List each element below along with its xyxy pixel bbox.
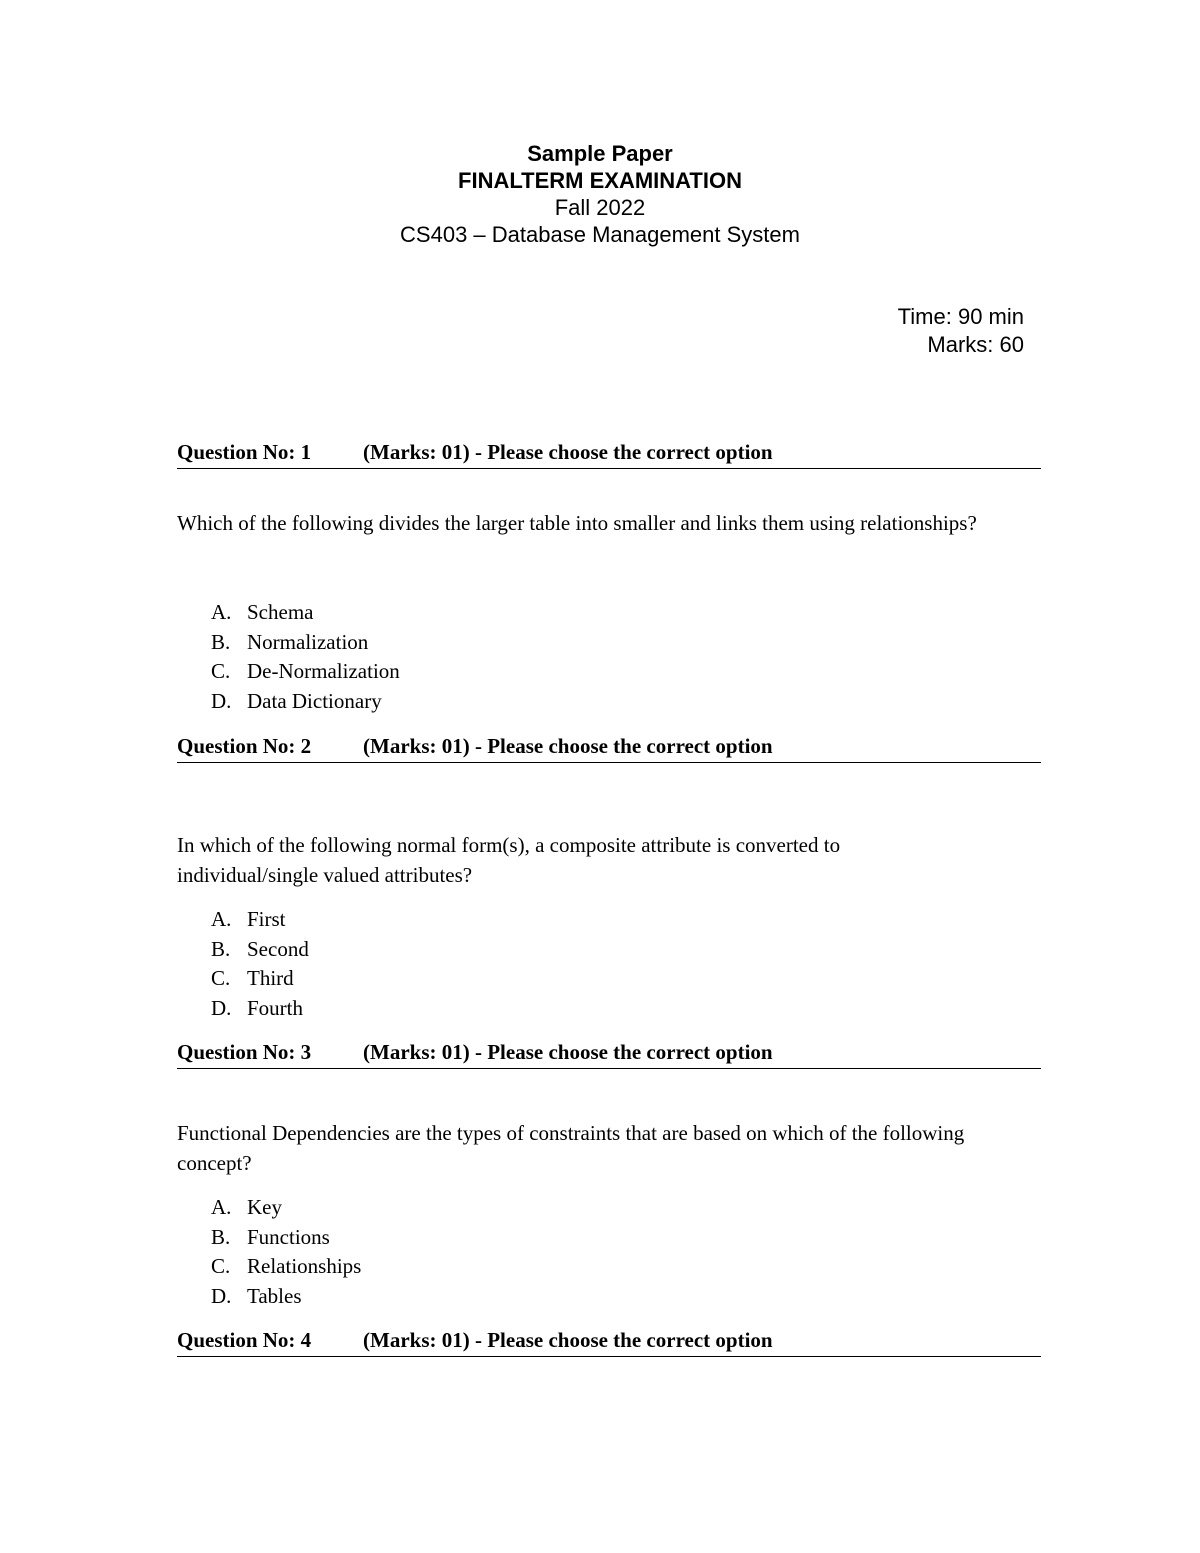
option-text: Schema <box>247 600 314 624</box>
option-item <box>211 1282 361 1312</box>
option-text: Key <box>247 1195 282 1219</box>
option-text: First <box>247 907 286 931</box>
exam-meta <box>898 303 1024 359</box>
question-1-text: Which of the following divides the larger table into smaller and links them using relationships? <box>177 511 977 535</box>
question-number: Question No: 3 <box>177 1040 312 1064</box>
option-item <box>211 994 309 1024</box>
course-title: CS403 – Database Management System <box>400 222 800 247</box>
exam-time: Time: 90 min <box>897 304 1024 329</box>
option-text: Data Dictionary <box>247 688 382 713</box>
option-text: Relationships <box>247 1254 362 1278</box>
option-item <box>211 935 309 965</box>
option-item <box>211 687 400 717</box>
option-item <box>211 964 309 994</box>
option-item <box>211 1193 361 1223</box>
option-text: Normalization <box>247 629 369 654</box>
question-number: Question No: 1 <box>177 440 312 464</box>
option-letter: A. <box>211 907 232 931</box>
option-letter: D. <box>211 995 232 1020</box>
paper-title: Sample Paper <box>527 141 673 166</box>
option-text: Functions <box>247 1224 330 1249</box>
question-2-options <box>211 905 309 1023</box>
question-marks: (Marks: 01) - Please choose the correct option <box>363 1328 773 1352</box>
option-item <box>211 628 400 658</box>
option-text: Third <box>247 966 294 990</box>
question-1-heading <box>177 440 1041 469</box>
question-marks: (Marks: 01) - Please choose the correct option <box>363 440 773 464</box>
option-text: Fourth <box>247 995 304 1020</box>
exam-title: FINALTERM EXAMINATION <box>458 168 742 193</box>
option-item <box>211 657 400 687</box>
option-text: De-Normalization <box>247 659 400 683</box>
question-3-text: Functional Dependencies are the types of constraints that are based on which of the following concept? <box>177 1121 965 1175</box>
exam-header <box>0 140 1200 248</box>
question-1-options <box>211 598 400 716</box>
option-letter: A. <box>211 600 232 624</box>
option-letter: C. <box>211 1254 231 1278</box>
option-text: Tables <box>247 1283 302 1308</box>
option-item <box>211 1223 361 1253</box>
option-letter: B. <box>211 936 231 961</box>
option-letter: B. <box>211 629 231 654</box>
option-item <box>211 598 400 628</box>
question-3-heading <box>177 1040 1041 1069</box>
question-2-heading <box>177 734 1041 763</box>
exam-term: Fall 2022 <box>554 195 646 220</box>
question-2-text: In which of the following normal form(s), a composite attribute is converted to individual/single valued attributes? <box>177 833 841 887</box>
option-letter: C. <box>211 659 231 683</box>
question-4-heading <box>177 1328 1041 1357</box>
option-item <box>211 905 309 935</box>
option-text: Second <box>247 936 309 961</box>
option-letter: A. <box>211 1195 232 1219</box>
exam-marks: Marks: 60 <box>927 332 1024 357</box>
question-3-options <box>211 1193 361 1311</box>
option-letter: B. <box>211 1224 231 1249</box>
question-marks: (Marks: 01) - Please choose the correct option <box>363 734 773 758</box>
option-letter: D. <box>211 1283 232 1308</box>
question-number: Question No: 2 <box>177 734 312 758</box>
question-marks: (Marks: 01) - Please choose the correct option <box>363 1040 773 1064</box>
option-letter: D. <box>211 688 232 713</box>
option-letter: C. <box>211 966 231 990</box>
question-number: Question No: 4 <box>177 1328 312 1352</box>
option-item <box>211 1252 361 1282</box>
